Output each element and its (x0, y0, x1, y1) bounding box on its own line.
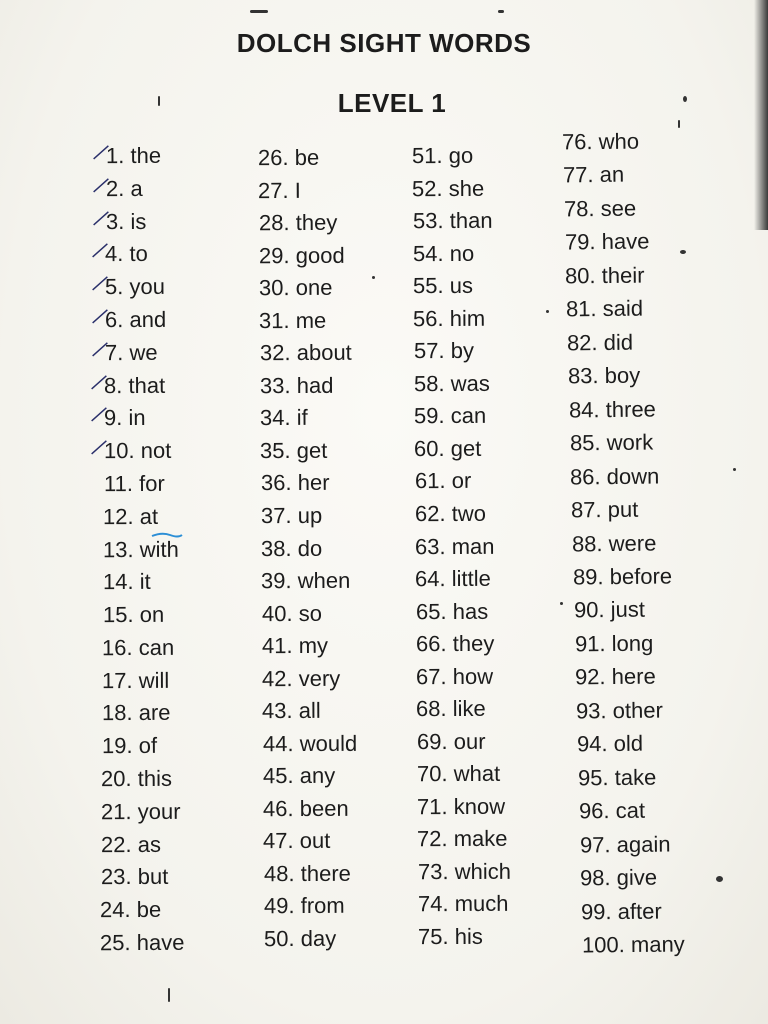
sight-word: 97. again (579, 831, 671, 858)
sight-word: 54. no (412, 240, 474, 266)
sight-word: 14. it (102, 569, 151, 595)
sight-word: 33. had (259, 372, 334, 398)
sight-word: 92. here (575, 663, 657, 690)
sight-word: 82. did (566, 329, 634, 356)
sight-word: 59. can (413, 403, 487, 429)
sight-word: 93. other (576, 697, 664, 724)
sight-word: 7. we (104, 339, 158, 365)
sight-word: 49. from (263, 893, 345, 919)
sight-word: 100. many (581, 931, 685, 958)
sight-word: 69. our (416, 728, 486, 754)
sight-word: 86. down (570, 463, 660, 490)
sight-word: 55. us (412, 272, 473, 299)
sight-word: 32. about (259, 340, 352, 366)
page-title: DOLCH SIGHT WORDS (236, 28, 532, 58)
scan-speck (733, 468, 736, 471)
sight-word: 56. him (413, 305, 486, 331)
sight-word: 17. will (101, 667, 170, 693)
scan-speck (678, 120, 680, 128)
sight-word: 61. or (414, 468, 471, 494)
sight-word: 42. very (261, 665, 341, 691)
sight-word: 88. were (571, 530, 657, 556)
scan-speck (250, 10, 268, 13)
sight-word: 71. know (416, 793, 506, 820)
sight-word: 95. take (577, 764, 657, 791)
sight-word: 52. she (412, 175, 485, 201)
sight-word: 5. you (104, 273, 165, 300)
sight-word: 34. if (259, 405, 308, 431)
sight-word: 9. in (103, 405, 146, 431)
sight-word: 36. her (260, 470, 330, 496)
sight-word: 40. so (261, 600, 322, 626)
sight-word: 18. are (101, 700, 171, 726)
sight-word: 85. work (569, 429, 653, 456)
sight-word: 68. like (416, 696, 487, 722)
sight-word: 48. there (263, 860, 351, 887)
sight-word: 74. much (417, 891, 509, 917)
scan-speck (168, 988, 170, 1002)
sight-word: 79. have (564, 228, 650, 255)
sight-word: 38. do (260, 535, 323, 561)
level-heading: LEVEL 1 (337, 88, 447, 118)
sight-word: 73. which (417, 858, 511, 885)
sight-word: 35. get (260, 437, 328, 464)
sight-word: 62. two (414, 500, 486, 527)
sight-word: 31. me (259, 307, 327, 333)
sight-word: 72. make (417, 826, 508, 852)
sight-word: 89. before (572, 563, 673, 590)
sight-word: 8. that (104, 372, 166, 398)
scan-speck (372, 276, 375, 279)
sight-word: 26. be (257, 144, 320, 171)
sight-word: 94. old (576, 730, 644, 757)
scan-speck (546, 310, 549, 313)
scan-speck (680, 250, 686, 254)
sight-word: 39. when (261, 567, 351, 594)
sight-word: 81. said (566, 295, 644, 322)
sight-word: 44. would (262, 730, 357, 756)
sight-word: 1. the (105, 142, 162, 169)
sight-word: 87. put (571, 496, 639, 523)
sight-word: 66. they (415, 630, 495, 657)
sight-word: 19. of (101, 733, 157, 759)
sight-word: 29. good (258, 242, 345, 268)
scan-speck (683, 96, 687, 102)
sight-word: 12. at (103, 503, 159, 529)
sight-word: 70. what (416, 761, 500, 787)
sight-word: 78. see (563, 195, 636, 222)
sight-word: 23. but (100, 864, 168, 890)
sight-word: 64. little (415, 565, 492, 592)
sight-word: 21. your (100, 798, 181, 825)
sight-word: 91. long (574, 630, 653, 657)
scan-speck (498, 10, 504, 13)
scan-speck (716, 876, 723, 882)
sight-word: 15. on (102, 601, 164, 628)
scan-speck (158, 96, 160, 106)
sight-word: 30. one (258, 274, 333, 301)
sight-word: 51. go (411, 142, 474, 169)
scan-speck (560, 602, 563, 605)
sight-word: 3. is (105, 208, 146, 234)
sight-word: 6. and (104, 306, 166, 333)
sight-word: 65. has (415, 598, 488, 624)
sight-word: 20. this (101, 765, 173, 792)
sight-word: 58. was (413, 370, 490, 396)
sight-word: 13. with (102, 536, 179, 562)
sight-word: 57. by (413, 338, 474, 364)
sight-word: 96. cat (578, 797, 645, 824)
sight-word: 76. who (561, 128, 640, 155)
sight-word: 99. after (581, 898, 662, 924)
blue-pen-mark (150, 530, 184, 540)
sight-word: 60. get (414, 435, 482, 462)
sight-word: 45. any (262, 763, 335, 789)
sight-word: 90. just (573, 597, 645, 623)
sight-word: 46. been (262, 795, 349, 822)
sight-word: 4. to (105, 241, 149, 267)
sight-word: 27. I (258, 177, 302, 203)
sight-word: 75. his (417, 923, 483, 950)
sight-word: 41. my (261, 632, 328, 659)
sight-word: 80. their (565, 262, 645, 289)
sight-word: 10. not (103, 437, 172, 464)
sight-word: 77. an (562, 162, 625, 188)
sight-word: 67. how (415, 663, 494, 689)
sight-word: 50. day (263, 925, 337, 952)
sight-word: 53. than (412, 207, 493, 234)
sight-word: 11. for (103, 470, 165, 497)
sight-word: 47. out (263, 828, 331, 854)
sight-word: 25. have (99, 929, 185, 956)
sight-word: 2. a (105, 175, 143, 201)
sight-word: 63. man (414, 533, 495, 559)
sight-word: 83. boy (567, 362, 641, 389)
sight-word: 28. they (258, 209, 337, 236)
sight-word: 37. up (260, 502, 322, 529)
sight-word: 84. three (568, 396, 656, 423)
sight-word: 24. be (100, 897, 162, 923)
sight-word: 98. give (580, 864, 658, 891)
sight-word: 43. all (262, 698, 322, 724)
sight-word: 22. as (100, 831, 161, 857)
sight-word: 16. can (102, 634, 175, 661)
